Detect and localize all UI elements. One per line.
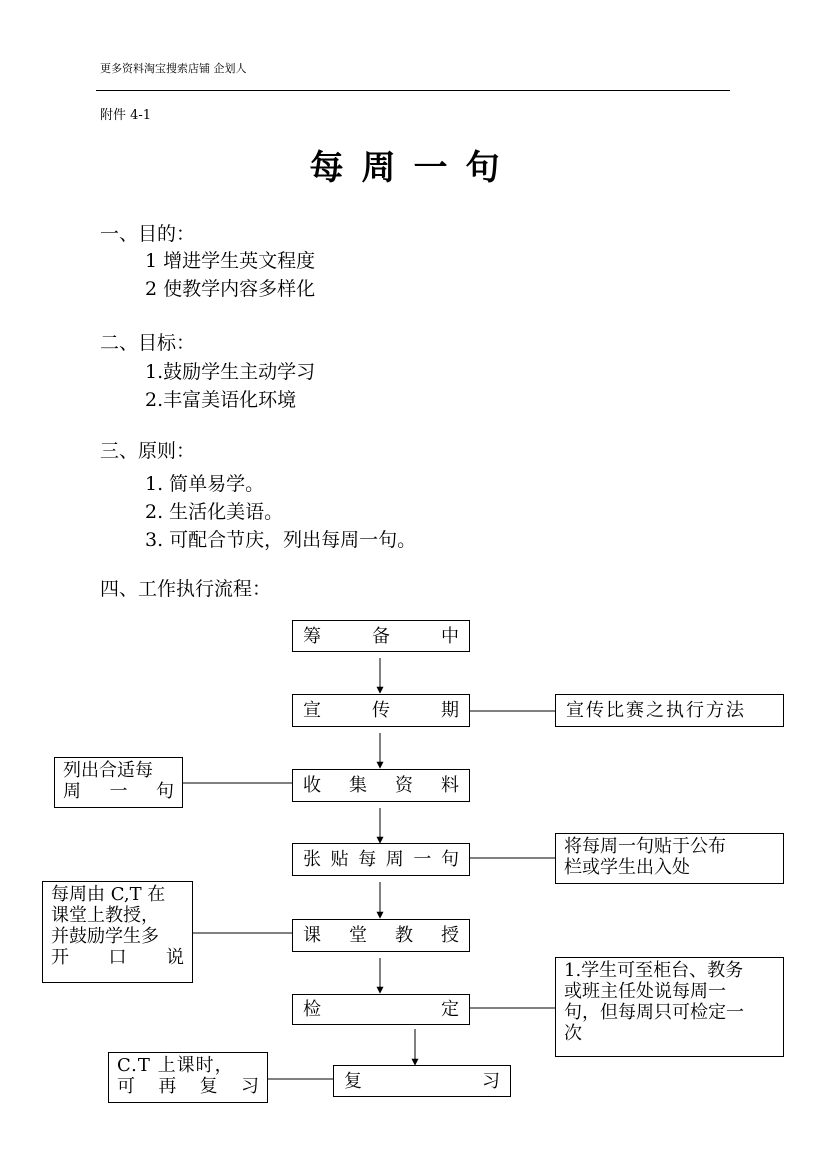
note-test-rules: 1.学生可至柜台、教务 或班主任处说每周一 句，但每周只可检定一 次 [555,957,784,1057]
step-promo: 宣 传 期 [292,694,470,727]
step-prep: 筹 备 中 [292,620,470,652]
section-heading-workflow: 四、工作执行流程： [100,578,272,600]
goal-item: 1.鼓励学生主动学习 [145,361,316,383]
section-heading-goal: 二、目标： [100,332,196,354]
attachment-label: 附件 4-1 [100,108,152,123]
header-note: 更多资料淘宝搜索店铺 企划人 [100,62,247,75]
title-char: 一 [413,148,466,188]
goal-item: 2.丰富美语化环境 [145,389,297,411]
title-char: 句 [465,148,518,188]
principle-item: 2. 生活化美语。 [145,501,284,523]
section-heading-purpose: 一、目的： [100,223,196,245]
step-post: 张 贴 每 周 一 句 [292,843,470,876]
title-char: 周 [361,148,414,188]
note-promo-method: 宣传比赛之执行方法 [555,694,784,727]
step-test: 检 定 [292,994,470,1025]
principle-item: 1. 简单易学。 [145,473,265,495]
step-review: 复 习 [333,1065,511,1097]
purpose-item: 2 使教学内容多样化 [145,278,316,300]
note-post-location: 将每周一句贴于公布 栏或学生出入处 [555,833,784,884]
purpose-item: 1 增进学生英文程度 [145,250,316,272]
step-collect: 收 集 资 料 [292,769,470,802]
note-collect: 列出合适每 周 一 句 [54,757,183,808]
step-teach: 课 堂 教 授 [292,919,470,952]
principle-item: 3. 可配合节庆，列出每周一句。 [145,529,417,551]
note-teach: 每周由 C,T 在 课堂上教授， 并鼓励学生多 开 口 说 [42,881,193,983]
title-char: 每 [309,148,362,188]
section-heading-principle: 三、原则： [100,440,196,462]
note-review: C.T 上课时， 可 再 复 习 [108,1052,268,1103]
